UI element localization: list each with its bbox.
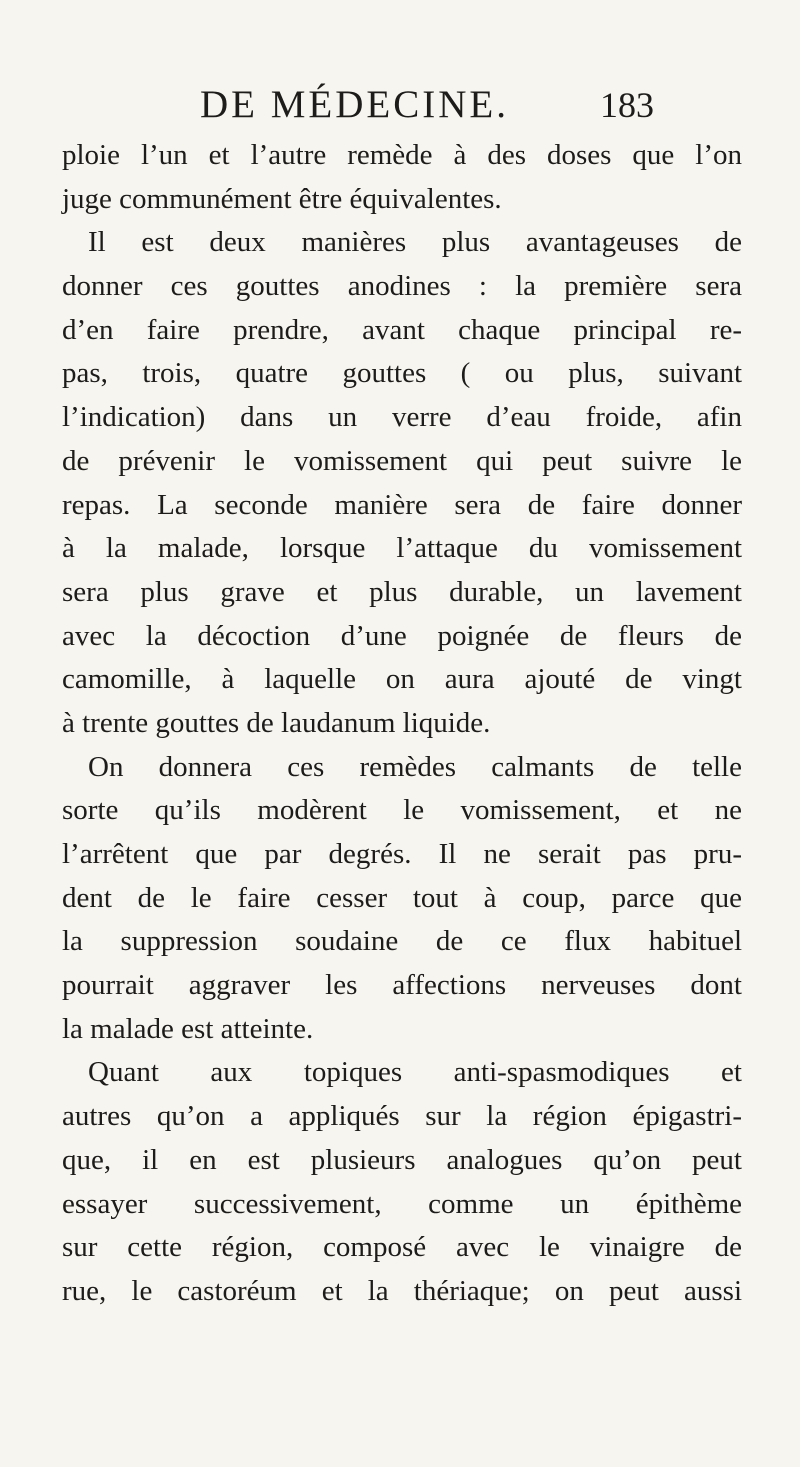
text-line: que, il en est plusieurs analogues qu’on peut: [62, 1143, 742, 1176]
text-line: la malade est atteinte.: [62, 1012, 314, 1045]
page-number: 183: [600, 85, 654, 125]
text-line: sur cette région, composé avec le vinaigre de: [62, 1231, 742, 1264]
text-line: d’en faire prendre, avant chaque principal re-: [62, 313, 742, 346]
text-line: donner ces gouttes anodines : la première sera: [62, 270, 742, 303]
text-line: juge communément être équivalentes.: [62, 182, 502, 215]
text-line: la suppression soudaine de ce flux habituel: [62, 925, 742, 958]
text-line: sorte qu’ils modèrent le vomissement, et ne: [62, 794, 742, 827]
text-line: On donnera ces remèdes calmants de telle: [88, 750, 742, 783]
text-line: pas, trois, quatre gouttes ( ou plus, suivant: [62, 357, 742, 390]
text-line: de prévenir le vomissement qui peut suivre le: [62, 444, 742, 477]
text-line: avec la décoction d’une poignée de fleurs de: [62, 619, 742, 652]
text-line: autres qu’on a appliqués sur la région épigastri-: [62, 1100, 742, 1133]
text-line: à la malade, lorsque l’attaque du vomissement: [62, 532, 742, 565]
text-line: Il est deux manières plus avantageuses de: [88, 226, 742, 259]
text-line: repas. La seconde manière sera de faire donner: [62, 488, 742, 521]
text-line: essayer successivement, comme un épithème: [62, 1187, 742, 1220]
body-text: [62, 134, 742, 1314]
text-line: camomille, à laquelle on aura ajouté de vingt: [62, 663, 742, 696]
running-title: DE MÉDECINE.: [200, 83, 509, 126]
page-header: [0, 80, 800, 130]
text-line: pourrait aggraver les affections nerveuses dont: [62, 969, 742, 1002]
text-line: l’arrêtent que par degrés. Il ne serait pas pru-: [62, 838, 742, 870]
text-line: sera plus grave et plus durable, un lavement: [62, 575, 742, 608]
text-line: l’indication) dans un verre d’eau froide, afin: [62, 401, 742, 434]
text-line: Quant aux topiques anti-spasmodiques et: [88, 1056, 742, 1089]
text-line: à trente gouttes de laudanum liquide.: [62, 706, 491, 739]
text-line: rue, le castoréum et la thériaque; on peut aussi: [62, 1274, 742, 1307]
text-line: ploie l’un et l’autre remède à des doses que l’on: [62, 139, 742, 171]
text-line: dent de le faire cesser tout à coup, parce que: [62, 881, 742, 914]
